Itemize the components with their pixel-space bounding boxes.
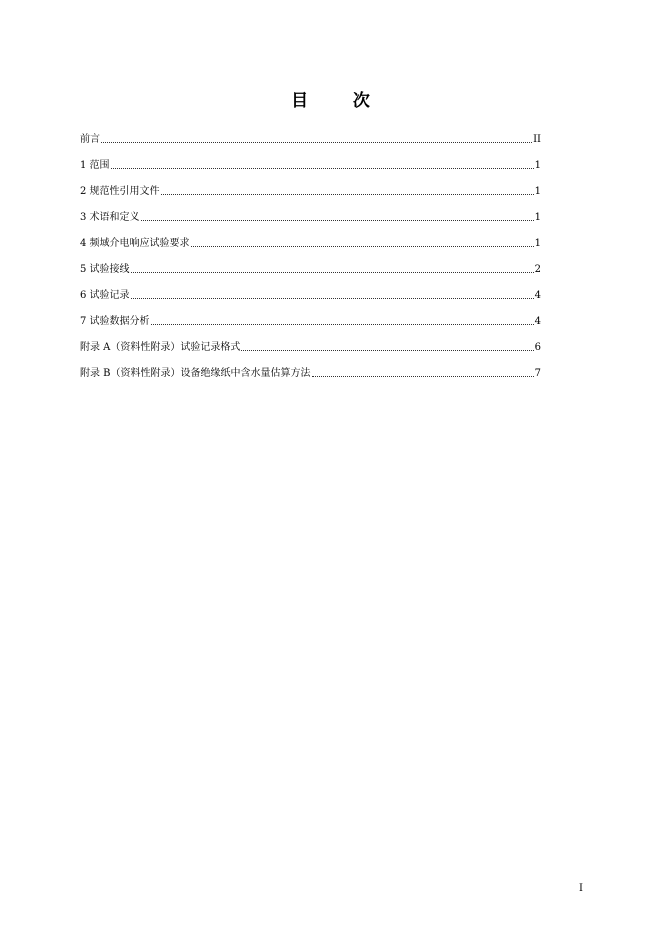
toc-entry-appendix-b[interactable] [80, 354, 541, 380]
toc-entry-page: 2 [534, 264, 541, 275]
toc-entry-label: 4 频域介电响应试验要求 [80, 238, 190, 249]
toc-entry-page: 4 [534, 316, 541, 327]
toc-entry-label: 7 试验数据分析 [80, 316, 150, 327]
toc-dot-leader [131, 298, 534, 299]
footer-page-number: I [579, 883, 583, 894]
toc-entry-page: 4 [534, 290, 541, 301]
toc-entry-page: 1 [534, 160, 541, 171]
toc-entry-label: 6 试验记录 [80, 290, 130, 301]
toc-entry-label: 附录 A（资料性附录）试验记录格式 [80, 342, 241, 353]
toc-entry-normative-references[interactable] [80, 172, 541, 198]
toc-entry-page: 1 [534, 186, 541, 197]
toc-entry-label: 1 范围 [80, 160, 110, 171]
toc-entry-page: 6 [534, 342, 541, 353]
toc-entry-test-data-analysis[interactable] [80, 302, 541, 328]
toc-entry-fds-test-requirements[interactable] [80, 224, 541, 250]
toc-entry-label: 前言 [80, 134, 100, 145]
toc-entry-label: 5 试验接线 [80, 264, 130, 275]
table-of-contents [80, 120, 541, 380]
toc-entry-page: 1 [534, 238, 541, 249]
toc-dot-leader [241, 350, 533, 351]
toc-dot-leader [191, 246, 534, 247]
toc-entry-label: 2 规范性引用文件 [80, 186, 160, 197]
toc-dot-leader [101, 142, 532, 143]
toc-entry-appendix-a[interactable] [80, 328, 541, 354]
toc-dot-leader [161, 194, 534, 195]
toc-dot-leader [312, 376, 534, 377]
toc-title [0, 86, 662, 111]
toc-entry-page: 1 [534, 212, 541, 223]
toc-dot-leader [141, 220, 534, 221]
toc-entry-page: 7 [534, 368, 541, 379]
toc-dot-leader [151, 324, 534, 325]
toc-dot-leader [111, 168, 534, 169]
toc-entry-label: 附录 B（资料性附录）设备绝缘纸中含水量估算方法 [80, 368, 311, 379]
toc-entry-scope[interactable] [80, 146, 541, 172]
toc-entry-label: 3 术语和定义 [80, 212, 140, 223]
toc-entry-foreword[interactable] [80, 120, 541, 146]
toc-entry-test-records[interactable] [80, 276, 541, 302]
toc-entry-terms-definitions[interactable] [80, 198, 541, 224]
toc-entry-page: II [533, 134, 541, 145]
toc-title-part2: 次 [352, 91, 371, 111]
toc-entry-test-wiring[interactable] [80, 250, 541, 276]
toc-title-part1: 目 [291, 91, 310, 111]
toc-dot-leader [131, 272, 534, 273]
